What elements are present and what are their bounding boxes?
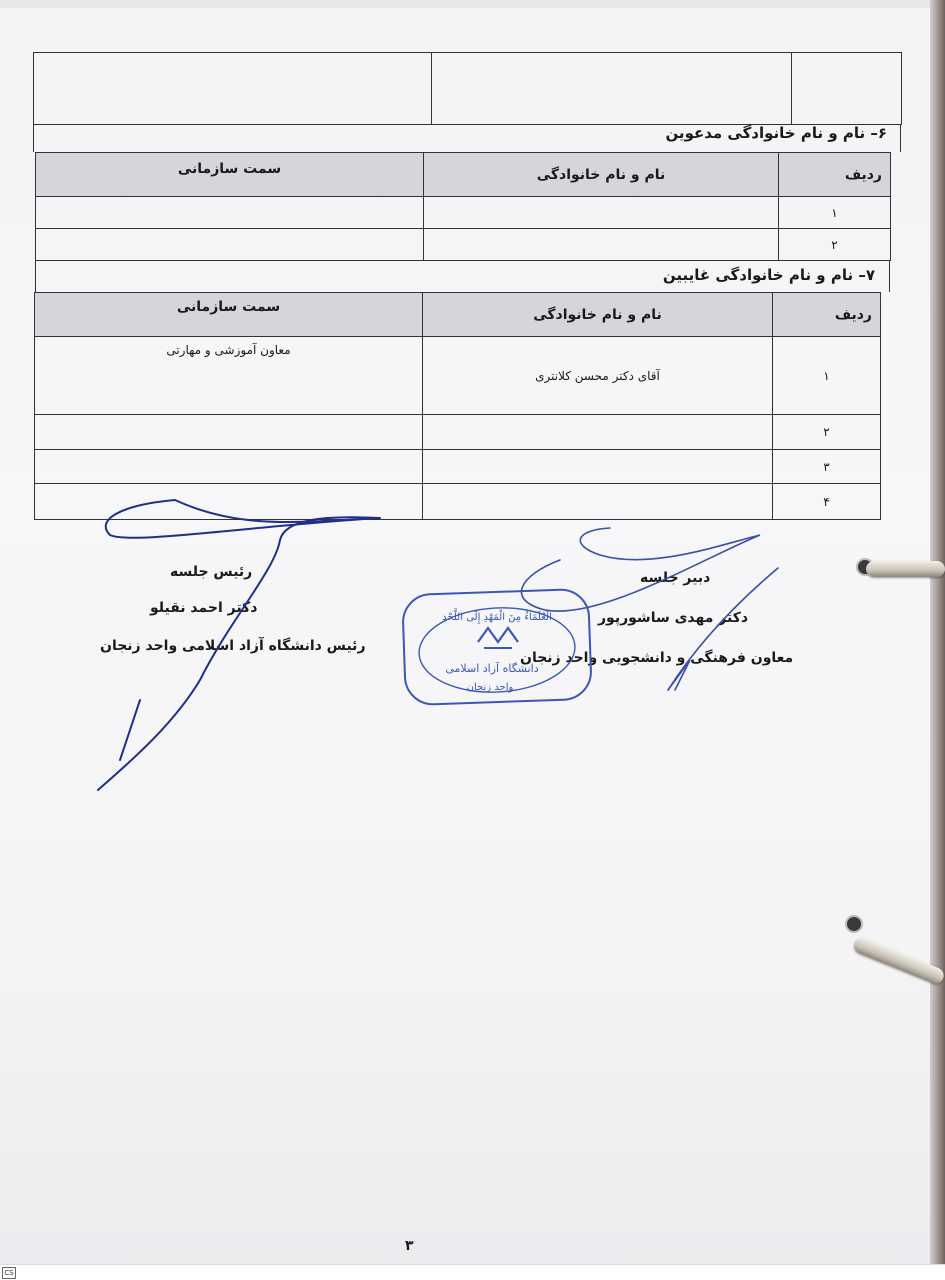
- column-header-position: سمت سازمانی: [35, 293, 423, 337]
- column-header-name: نام و نام خانوادگی: [424, 153, 779, 197]
- section6-title: ۶– نام و نام خانوادگی مدعوین: [665, 124, 887, 142]
- row-name: آقای دکتر محسن کلانتری: [423, 337, 773, 415]
- page-number: ۳: [405, 1238, 414, 1254]
- section7-title: ۷– نام و نام خانوادگی غايبين: [662, 266, 875, 284]
- camscanner-logo-icon: CS: [2, 1267, 16, 1279]
- column-header-position: سمت سازمانی: [36, 153, 424, 197]
- chair-role: رئیس جلسه: [170, 564, 253, 580]
- row-number: ۱: [779, 197, 891, 229]
- stamp-line1: دانشگاه آزاد اسلامی: [445, 662, 539, 675]
- binder-ring-top: [866, 561, 945, 577]
- scanner-footer: [0, 1264, 945, 1280]
- column-header-row-number: ردیف: [779, 153, 891, 197]
- row-number: ۳: [773, 450, 881, 484]
- stamp-arc-text: الْعُلَمَاءُ مِنَ الْمَهْدِ إِلَى اللَّحْدِ: [442, 612, 552, 623]
- binder-hole-bottom: [845, 915, 863, 933]
- chair-name: دکتر احمد نقیلو: [150, 600, 258, 616]
- row-number: ۲: [779, 229, 891, 261]
- column-header-name: نام و نام خانوادگی: [423, 293, 773, 337]
- row-number: ۴: [773, 484, 881, 520]
- secretary-title: معاون فرهنگی و دانشجویی واحد زنجان: [520, 650, 794, 666]
- secretary-signature: [521, 528, 778, 690]
- chair-title: رئیس دانشگاه آزاد اسلامی واحد زنجان: [100, 638, 366, 654]
- stamp-line2: واحد زنجان: [466, 682, 514, 693]
- row-number: ۲: [773, 415, 881, 450]
- row-position: معاون آموزشی و مهارتی: [35, 337, 423, 415]
- column-header-row-number: ردیف: [773, 293, 881, 337]
- chair-signature: [98, 500, 380, 790]
- secretary-name: دکتر مهدی ساشورپور: [598, 610, 749, 626]
- row-number: ۱: [773, 337, 881, 415]
- secretary-role: دبیر جلسه: [640, 570, 711, 586]
